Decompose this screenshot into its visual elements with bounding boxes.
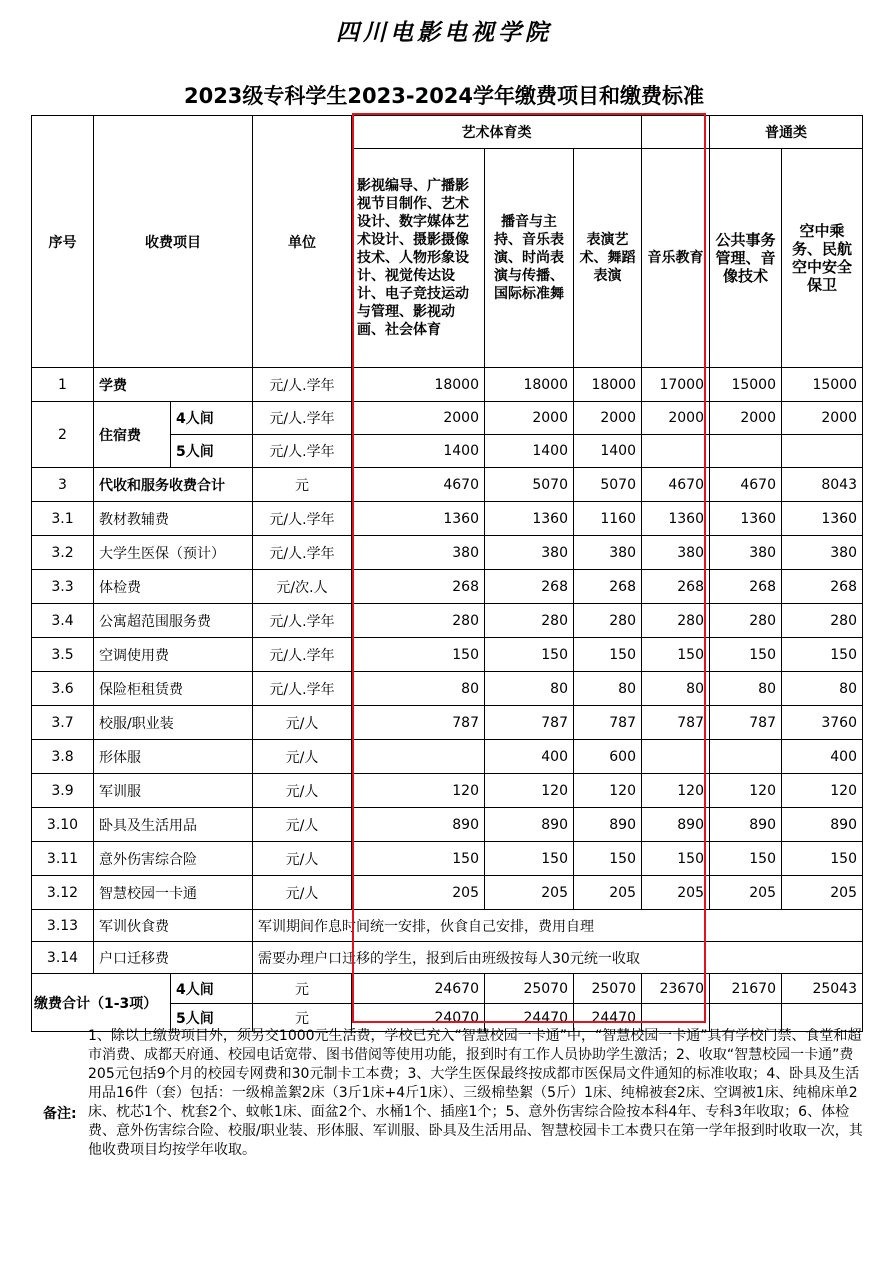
cell-value: 280 (642, 604, 710, 638)
cell-value: 18000 (574, 368, 642, 402)
cell-value: 150 (642, 842, 710, 876)
row-unit: 元/人 (253, 740, 352, 774)
row-item: 意外伤害综合险 (94, 842, 253, 876)
row-seq: 3.7 (32, 706, 94, 740)
cell-value: 205 (485, 876, 574, 910)
cell-value: 1360 (642, 502, 710, 536)
cell-value: 890 (710, 808, 782, 842)
cell-value: 1400 (352, 435, 485, 468)
cell-value: 80 (782, 672, 863, 706)
cell-value: 280 (782, 604, 863, 638)
row-seq: 3.12 (32, 876, 94, 910)
cell-value: 280 (574, 604, 642, 638)
cell-value: 890 (642, 808, 710, 842)
row-seq: 3.2 (32, 536, 94, 570)
cell-value: 787 (352, 706, 485, 740)
row-seq: 1 (32, 368, 94, 402)
cell-value: 2000 (352, 402, 485, 435)
cell-value: 280 (710, 604, 782, 638)
cell-value: 80 (574, 672, 642, 706)
cell-value: 18000 (352, 368, 485, 402)
cell-value: 25043 (782, 974, 863, 1004)
row-unit: 元/人.学年 (253, 672, 352, 706)
row-unit: 元/人.学年 (253, 638, 352, 672)
table-row (32, 468, 863, 502)
cell-value: 1360 (485, 502, 574, 536)
cell-value: 17000 (642, 368, 710, 402)
cell-value: 80 (485, 672, 574, 706)
cell-value: 380 (782, 536, 863, 570)
header-group-art: 艺术体育类 (352, 116, 642, 149)
table-row (32, 974, 863, 1004)
cell-value: 268 (574, 570, 642, 604)
cell-value: 5070 (485, 468, 574, 502)
row-item: 教材教辅费 (94, 502, 253, 536)
cell-value: 150 (710, 842, 782, 876)
row-item: 智慧校园一卡通 (94, 876, 253, 910)
cell-value: 205 (642, 876, 710, 910)
row-unit: 元/人.学年 (253, 604, 352, 638)
cell-value: 1360 (782, 502, 863, 536)
major-6: 空中乘务、民航空中安全保卫 (782, 149, 863, 368)
cell-value (352, 740, 485, 774)
table-row (32, 402, 863, 435)
fee-table (31, 115, 863, 1032)
cell-value: 380 (574, 536, 642, 570)
cell-value: 205 (352, 876, 485, 910)
row-sub: 5人间 (171, 435, 253, 468)
row-seq: 3.13 (32, 910, 94, 942)
cell-value (710, 435, 782, 468)
row-unit: 元/人.学年 (253, 536, 352, 570)
header-unit: 单位 (253, 116, 352, 368)
table-row (32, 910, 863, 942)
cell-value: 400 (485, 740, 574, 774)
cell-value: 2000 (710, 402, 782, 435)
cell-value: 120 (642, 774, 710, 808)
cell-value: 23670 (642, 974, 710, 1004)
row-unit: 元/人.学年 (253, 435, 352, 468)
row-item-total: 缴费合计（1-3项） (32, 974, 171, 1032)
cell-value: 1160 (574, 502, 642, 536)
cell-value: 268 (485, 570, 574, 604)
table-row (32, 604, 863, 638)
table-row (32, 842, 863, 876)
row-unit: 元/人.学年 (253, 502, 352, 536)
row-item: 代收和服务收费合计 (94, 468, 253, 502)
cell-value: 24470 (485, 1004, 574, 1032)
row-unit: 元/人 (253, 706, 352, 740)
cell-value: 890 (485, 808, 574, 842)
row-seq: 2 (32, 402, 94, 468)
cell-value: 890 (782, 808, 863, 842)
row-item: 学费 (94, 368, 253, 402)
cell-value: 2000 (574, 402, 642, 435)
cell-value: 24670 (352, 974, 485, 1004)
cell-value: 150 (485, 842, 574, 876)
cell-value: 380 (710, 536, 782, 570)
cell-value: 280 (352, 604, 485, 638)
major-1: 影视编导、广播影视节目制作、艺术设计、数字媒体艺术设计、摄影摄像技术、人物形象设计、视觉传达设计、电子竞技运动与管理、影视动画、社会体育 (352, 149, 485, 368)
cell-value: 3760 (782, 706, 863, 740)
cell-value: 205 (782, 876, 863, 910)
cell-value: 4670 (642, 468, 710, 502)
cell-value (642, 740, 710, 774)
cell-value: 25070 (485, 974, 574, 1004)
major-4: 音乐教育 (642, 149, 710, 368)
row-unit: 元 (253, 468, 352, 502)
cell-value: 1360 (352, 502, 485, 536)
cell-value: 150 (782, 842, 863, 876)
cell-value: 24470 (574, 1004, 642, 1032)
row-item: 户口迁移费 (94, 942, 253, 974)
cell-value: 24070 (352, 1004, 485, 1032)
cell-value: 1360 (710, 502, 782, 536)
cell-value: 380 (642, 536, 710, 570)
cell-value: 150 (352, 842, 485, 876)
cell-value: 1400 (574, 435, 642, 468)
row-unit: 元/人.学年 (253, 402, 352, 435)
row-seq: 3.5 (32, 638, 94, 672)
school-name: 四川电影电视学院 (336, 19, 552, 46)
row-unit: 元 (253, 1004, 352, 1032)
row-seq: 3.14 (32, 942, 94, 974)
row-item: 住宿费 (94, 402, 171, 468)
cell-value: 150 (782, 638, 863, 672)
cell-value: 380 (485, 536, 574, 570)
cell-value: 120 (574, 774, 642, 808)
row-seq: 3 (32, 468, 94, 502)
row-note: 军训期间作息时间统一安排，伙食自己安排，费用自理 (253, 910, 863, 942)
cell-value: 890 (352, 808, 485, 842)
cell-value: 2000 (782, 402, 863, 435)
row-seq: 3.10 (32, 808, 94, 842)
row-unit: 元/人 (253, 876, 352, 910)
table-row (32, 942, 863, 974)
row-seq: 3.1 (32, 502, 94, 536)
cell-value: 400 (782, 740, 863, 774)
header-seq: 序号 (32, 116, 94, 368)
row-unit: 元 (253, 974, 352, 1004)
header-row-groups (32, 116, 863, 149)
row-note: 需要办理户口迁移的学生，报到后由班级按每人30元统一收取 (253, 942, 863, 974)
row-item: 校服/职业装 (94, 706, 253, 740)
row-unit: 元/人.学年 (253, 368, 352, 402)
cell-value: 150 (642, 638, 710, 672)
cell-value: 268 (642, 570, 710, 604)
row-seq: 3.11 (32, 842, 94, 876)
cell-value: 2000 (485, 402, 574, 435)
row-seq: 3.4 (32, 604, 94, 638)
cell-value: 15000 (782, 368, 863, 402)
table-row (32, 808, 863, 842)
major-2: 播音与主持、音乐表演、时尚表演与传播、国际标准舞 (485, 149, 574, 368)
cell-value: 120 (352, 774, 485, 808)
cell-value: 150 (574, 638, 642, 672)
row-unit: 元/人 (253, 774, 352, 808)
cell-value: 268 (352, 570, 485, 604)
cell-value: 5070 (574, 468, 642, 502)
table-row (32, 774, 863, 808)
header-group-art-ext (642, 116, 710, 149)
cell-value: 280 (485, 604, 574, 638)
row-item: 大学生医保（预计） (94, 536, 253, 570)
row-item: 卧具及生活用品 (94, 808, 253, 842)
cell-value: 890 (574, 808, 642, 842)
table-row (32, 502, 863, 536)
cell-value: 150 (710, 638, 782, 672)
row-unit: 元/人 (253, 842, 352, 876)
table-row (32, 638, 863, 672)
cell-value: 80 (642, 672, 710, 706)
cell-value: 1400 (485, 435, 574, 468)
cell-value: 150 (485, 638, 574, 672)
row-unit: 元/人 (253, 808, 352, 842)
cell-value: 600 (574, 740, 642, 774)
table-row (32, 570, 863, 604)
row-seq: 3.6 (32, 672, 94, 706)
cell-value: 21670 (710, 974, 782, 1004)
table-row (32, 876, 863, 910)
cell-value: 787 (710, 706, 782, 740)
cell-value: 380 (352, 536, 485, 570)
cell-value: 268 (782, 570, 863, 604)
cell-value: 120 (710, 774, 782, 808)
row-item: 形体服 (94, 740, 253, 774)
cell-value: 787 (642, 706, 710, 740)
row-sub: 5人间 (171, 1004, 253, 1032)
cell-value: 8043 (782, 468, 863, 502)
cell-value: 120 (782, 774, 863, 808)
cell-value: 150 (574, 842, 642, 876)
cell-value: 80 (352, 672, 485, 706)
page-title: 2023级专科学生2023-2024学年缴费项目和缴费标准 (183, 84, 705, 108)
cell-value (782, 435, 863, 468)
header-item: 收费项目 (94, 116, 253, 368)
cell-value: 787 (574, 706, 642, 740)
row-item: 公寓超范围服务费 (94, 604, 253, 638)
cell-value (642, 435, 710, 468)
row-item: 体检费 (94, 570, 253, 604)
row-unit: 元/次.人 (253, 570, 352, 604)
cell-value: 4670 (352, 468, 485, 502)
table-row (32, 536, 863, 570)
table-row (32, 368, 863, 402)
row-seq: 3.9 (32, 774, 94, 808)
notes-text: 1、除以上缴费项目外，须另交1000元生活费，学校已充入“智慧校园一卡通”中，“智慧校园一卡通”具有学校门禁、食堂和超市消费、成都天府通、校园电话宽带、图书借阅等使用功能，报到时有工作人员协助学生激活；2、收取“智慧校园一卡通”费205元包括9个月的校园专网费和30元制卡工本费；3、大学生医保最终按成都市医保局文件通知的标准收取；4、卧具及生活用品16件（套）包括：一级棉盖絮2床（3斤1床+4斤1床）、三级棉垫絮（5斤）1床、纯棉被套2床、空调被1床、纯棉床单2床、枕芯1个、枕套2个、蚊帐1床、面盆2个、水桶1个、插座1个；5、意外伤害综合险按本科4年、专科3年收取；6、体检费、意外伤害综合险、校服/职业装、形体服、军训服、卧具及生活用品、智慧校园卡工本费只在第一学年报到时收取一次，其他收费项目均按学年收取。 (88, 1028, 863, 1158)
cell-value: 2000 (642, 402, 710, 435)
cell-value: 18000 (485, 368, 574, 402)
row-sub: 4人间 (171, 402, 253, 435)
cell-value: 120 (485, 774, 574, 808)
cell-value: 4670 (710, 468, 782, 502)
cell-value: 25070 (574, 974, 642, 1004)
cell-value: 205 (574, 876, 642, 910)
header-group-general: 普通类 (710, 116, 863, 149)
cell-value: 15000 (710, 368, 782, 402)
row-item: 保险柜租赁费 (94, 672, 253, 706)
cell-value: 268 (710, 570, 782, 604)
cell-value (710, 740, 782, 774)
row-seq: 3.8 (32, 740, 94, 774)
major-5: 公共事务管理、音像技术 (710, 149, 782, 368)
notes-label: 备注: (43, 1106, 77, 1122)
table-row (32, 672, 863, 706)
row-item: 空调使用费 (94, 638, 253, 672)
row-item: 军训服 (94, 774, 253, 808)
cell-value: 150 (352, 638, 485, 672)
row-seq: 3.3 (32, 570, 94, 604)
row-item: 军训伙食费 (94, 910, 253, 942)
cell-value: 787 (485, 706, 574, 740)
cell-value: 205 (710, 876, 782, 910)
cell-value: 80 (710, 672, 782, 706)
table-row (32, 740, 863, 774)
row-sub: 4人间 (171, 974, 253, 1004)
table-row (32, 706, 863, 740)
major-3: 表演艺术、舞蹈表演 (574, 149, 642, 368)
